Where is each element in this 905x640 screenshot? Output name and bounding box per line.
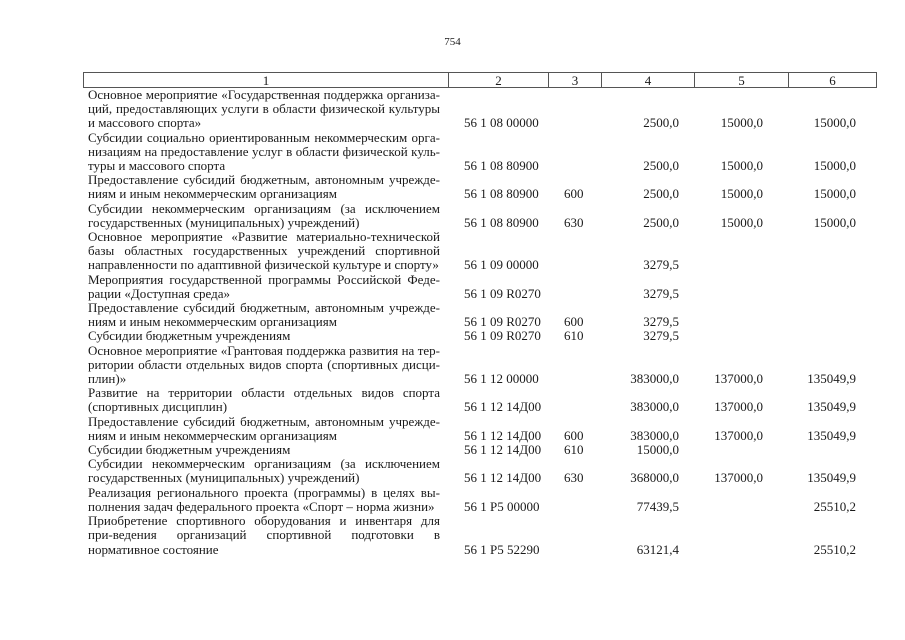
row-name: Субсидии бюджетным учреждениям [88,442,291,458]
row-value-col4: 3279,5 [643,314,679,330]
page-number: 754 [444,36,461,48]
row-value-col4: 77439,5 [636,498,679,514]
row-type: 630 [564,470,584,486]
row-value-col4: 3279,5 [643,257,679,273]
row-name: Предоставление субсидий бюджетным, автономным учрежде-ниям и иным некоммерческим организациям [88,172,440,202]
row-value-col4: 368000,0 [630,470,679,486]
table-body [88,88,878,557]
row-value-col6: 15000,0 [813,115,856,131]
row-value-col4: 383000,0 [630,399,679,415]
row-value-col4: 63121,4 [636,541,679,557]
row-value-col5: 137000,0 [714,371,763,387]
row-value-col4: 15000,0 [636,442,679,458]
row-name: Субсидии социально ориентированным некоммерческим орга-низациям на предоставление услуг в области физической куль-туры и массового спорта [88,129,440,174]
row-name: Приобретение спортивного оборудования и инвентаря для при-ведения организаций спортивной подготовки в нормативное состояние [88,513,440,557]
row-value-col4: 3279,5 [643,285,679,301]
row-code: 56 1 12 14Д00 [464,470,542,486]
row-type: 610 [564,442,584,458]
row-code: 56 1 P5 00000 [464,498,540,514]
row-value-col5: 15000,0 [720,115,763,131]
row-code: 56 1 09 R0270 [464,328,541,344]
table-row [88,230,878,273]
row-value-col6: 25510,2 [813,498,856,514]
row-name: Реализация регионального проекта (программы) в целях вы-полнения задач федерального проекта «Спорт – норма жизни» [88,484,440,514]
row-code: 56 1 08 00000 [464,115,539,131]
row-name: Субсидии некоммерческим организациям (за исключением государственных (муниципальных) учреждений) [88,200,440,230]
row-name: Развитие на территории области отдельных видов спорта (спортивных дисциплин) [88,385,440,415]
row-type: 600 [564,314,584,330]
table-row [88,202,878,230]
table-row [88,273,878,301]
row-type: 600 [564,427,584,443]
header-col-1: 1 [262,73,270,88]
row-value-col5: 15000,0 [720,214,763,230]
row-value-col6: 135049,9 [807,427,856,443]
row-value-col6: 135049,9 [807,470,856,486]
row-code: 56 1 12 14Д00 [464,427,542,443]
table-row [88,173,878,201]
table-row [88,88,878,131]
row-type: 630 [564,214,584,230]
row-value-col6: 135049,9 [807,399,856,415]
row-code: 56 1 09 00000 [464,257,539,273]
table-row [88,514,878,557]
table-row [88,457,878,485]
row-value-col5: 15000,0 [720,158,763,174]
row-code: 56 1 P5 52290 [464,541,540,557]
table-row [88,443,878,457]
row-value-col5: 137000,0 [714,470,763,486]
table-row [88,329,878,343]
row-code: 56 1 12 14Д00 [464,399,542,415]
row-name: Субсидии некоммерческим организациям (за исключением государственных (муниципальных) учреждений) [88,456,440,486]
row-name: Основное мероприятие «Развитие материально-технической базы областных государственных учреждений спортивной направленности по адаптивной физической культуре и спорту» [88,229,440,273]
row-value-col4: 2500,0 [643,158,679,174]
row-code: 56 1 09 R0270 [464,285,541,301]
row-value-col5: 137000,0 [714,427,763,443]
header-col-3: 3 [548,73,601,87]
header-col-2: 2 [448,73,548,87]
row-name: Основное мероприятие «Государственная поддержка организа-ций, предоставляющих услуги в области физической культуры и массового спорта» [88,87,440,131]
row-code: 56 1 12 00000 [464,371,539,387]
row-value-col4: 2500,0 [643,214,679,230]
table-row [88,344,878,387]
row-value-col4: 2500,0 [643,115,679,131]
row-value-col5: 15000,0 [720,186,763,202]
row-name: Предоставление субсидий бюджетным, автономным учрежде-ниям и иным некоммерческим организациям [88,300,440,330]
row-code: 56 1 08 80900 [464,186,539,202]
row-value-col5: 137000,0 [714,399,763,415]
row-code: 56 1 08 80900 [464,158,539,174]
table-row [88,131,878,174]
row-value-col4: 383000,0 [630,371,679,387]
row-name: Предоставление субсидий бюджетным, автономным учрежде-ниям и иным некоммерческим организациям [88,413,440,443]
row-value-col6: 135049,9 [807,371,856,387]
table-header [83,72,877,88]
row-value-col4: 383000,0 [630,427,679,443]
row-value-col6: 15000,0 [813,214,856,230]
row-value-col6: 15000,0 [813,158,856,174]
row-value-col4: 2500,0 [643,186,679,202]
row-name: Мероприятия государственной программы Российской Феде-рации «Доступная среда» [88,271,440,301]
row-value-col6: 25510,2 [813,541,856,557]
row-value-col4: 3279,5 [643,328,679,344]
row-value-col6: 15000,0 [813,186,856,202]
row-code: 56 1 12 14Д00 [464,442,542,458]
table-row [88,301,878,329]
table-row [88,386,878,414]
row-code: 56 1 09 R0270 [464,314,541,330]
row-name: Основное мероприятие «Грантовая поддержка развития на тер-ритории области отдельных видов спорта (спортивных дисци-плин)» [88,342,440,387]
table-row [88,486,878,514]
row-type: 610 [564,328,584,344]
header-col-5: 5 [694,73,788,87]
row-code: 56 1 08 80900 [464,214,539,230]
table-row [88,415,878,443]
header-col-6: 6 [788,73,876,87]
row-name: Субсидии бюджетным учреждениям [88,328,291,344]
row-type: 600 [564,186,584,202]
header-col-4: 4 [601,73,694,87]
